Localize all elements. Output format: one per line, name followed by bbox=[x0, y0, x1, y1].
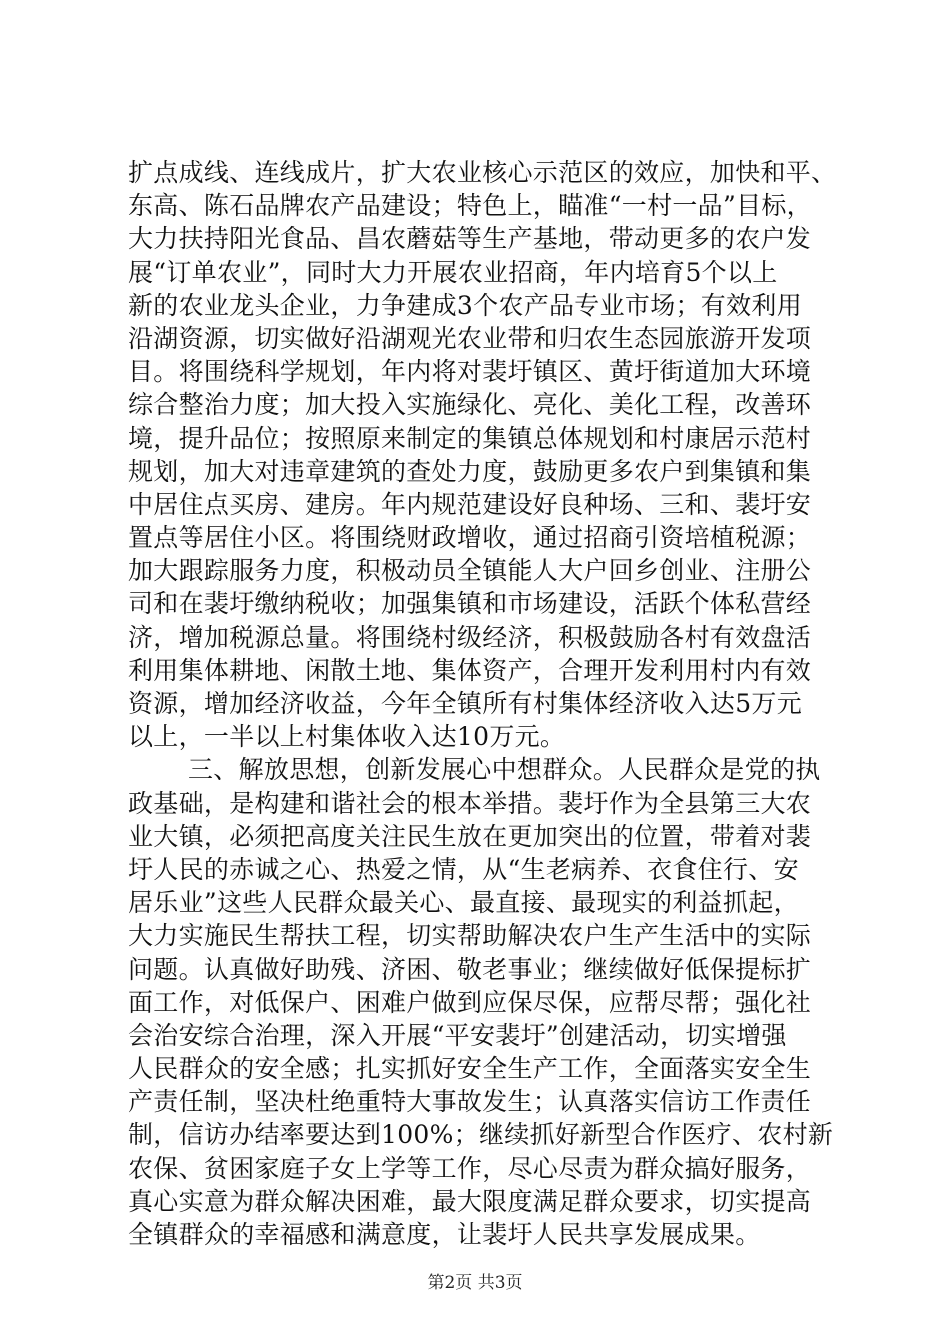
text-line: 大力实施民生帮扶工程，切实帮助解决农户生产生活中的实际 bbox=[128, 921, 812, 951]
text-line: 目。将围绕科学规划，年内将对裴圩镇区、黄圩街道加大环境 bbox=[128, 357, 812, 387]
text-line: 全镇群众的幸福感和满意度，让裴圩人民共享发展成果。 bbox=[128, 1220, 761, 1249]
text-line: 人民群众的安全感；扎实抓好安全生产工作，全面落实安全生 bbox=[128, 1054, 812, 1084]
text-line: 真心实意为群众解决困难，最大限度满足群众要求，切实提高 bbox=[128, 1186, 812, 1216]
document-body bbox=[128, 156, 837, 1251]
text-line: 以上，一半以上村集体收入达10万元。 bbox=[128, 722, 566, 752]
text-line: 圩人民的赤诚之心、热爱之情，从“生老病养、衣食住行、安 bbox=[128, 854, 799, 884]
text-line: 东高、陈石品牌农产品建设；特色上，瞄准“一村一品”目标， bbox=[128, 191, 812, 221]
text-line: 农保、贫困家庭子女上学等工作，尽心尽责为群众搞好服务， bbox=[128, 1153, 812, 1183]
text-line: 展“订单农业”，同时大力开展农业招商，年内培育5个以上 bbox=[128, 257, 778, 287]
text-line: 综合整治力度；加大投入实施绿化、亮化、美化工程，改善环 bbox=[128, 390, 812, 420]
text-line: 济，增加税源总量。将围绕村级经济，积极鼓励各村有效盘活 bbox=[128, 622, 812, 652]
text-line: 问题。认真做好助残、济困、敬老事业；继续做好低保提标扩 bbox=[128, 954, 812, 984]
text-line: 新的农业龙头企业，力争建成3个农产品专业市场；有效利用 bbox=[128, 290, 803, 320]
text-line: 境，提升品位；按照原来制定的集镇总体规划和村康居示范村 bbox=[128, 423, 812, 453]
text-line: 利用集体耕地、闲散土地、集体资产，合理开发利用村内有效 bbox=[128, 655, 812, 685]
text-line: 司和在裴圩缴纳税收；加强集镇和市场建设，活跃个体私营经 bbox=[128, 589, 812, 619]
text-line: 产责任制，坚决杜绝重特大事故发生；认真落实信访工作责任 bbox=[128, 1087, 812, 1117]
text-line: 沿湖资源，切实做好沿湖观光农业带和归农生态园旅游开发项 bbox=[128, 323, 812, 353]
text-line: 中居住点买房、建房。年内规范建设好良种场、三和、裴圩安 bbox=[128, 489, 812, 519]
text-line: 政基础，是构建和谐社会的根本举措。裴圩作为全县第三大农 bbox=[128, 788, 812, 818]
section-heading-line: 三、解放思想，创新发展心中想群众。人民群众是党的执 bbox=[188, 755, 821, 785]
text-line: 扩点成线、连线成片，扩大农业核心示范区的效应，加快和平、 bbox=[128, 158, 837, 187]
text-line: 置点等居住小区。将围绕财政增收，通过招商引资培植税源； bbox=[128, 523, 812, 553]
text-line: 业大镇，必须把高度关注民生放在更加突出的位置，带着对裴 bbox=[128, 821, 812, 851]
text-line: 规划，加大对违章建筑的查处力度，鼓励更多农户到集镇和集 bbox=[128, 456, 812, 486]
page-footer bbox=[0, 1272, 950, 1294]
text-line: 面工作，对低保户、困难户做到应保尽保，应帮尽帮；强化社 bbox=[128, 987, 812, 1017]
page-number-label: 第2页 共3页 bbox=[427, 1273, 523, 1293]
text-line: 大力扶持阳光食品、昌农蘑菇等生产基地，带动更多的农户发 bbox=[128, 224, 812, 254]
text-line: 加大跟踪服务力度，积极动员全镇能人大户回乡创业、注册公 bbox=[128, 556, 812, 586]
text-line: 居乐业”这些人民群众最关心、最直接、最现实的利益抓起， bbox=[128, 888, 799, 918]
text-line: 资源，增加经济收益，今年全镇所有村集体经济收入达5万元 bbox=[128, 689, 803, 718]
text-line: 制，信访办结率要达到100%；继续抓好新型合作医疗、农村新 bbox=[128, 1120, 834, 1150]
text-line: 会治安综合治理，深入开展“平安裴圩”创建活动，切实增强 bbox=[128, 1020, 787, 1050]
